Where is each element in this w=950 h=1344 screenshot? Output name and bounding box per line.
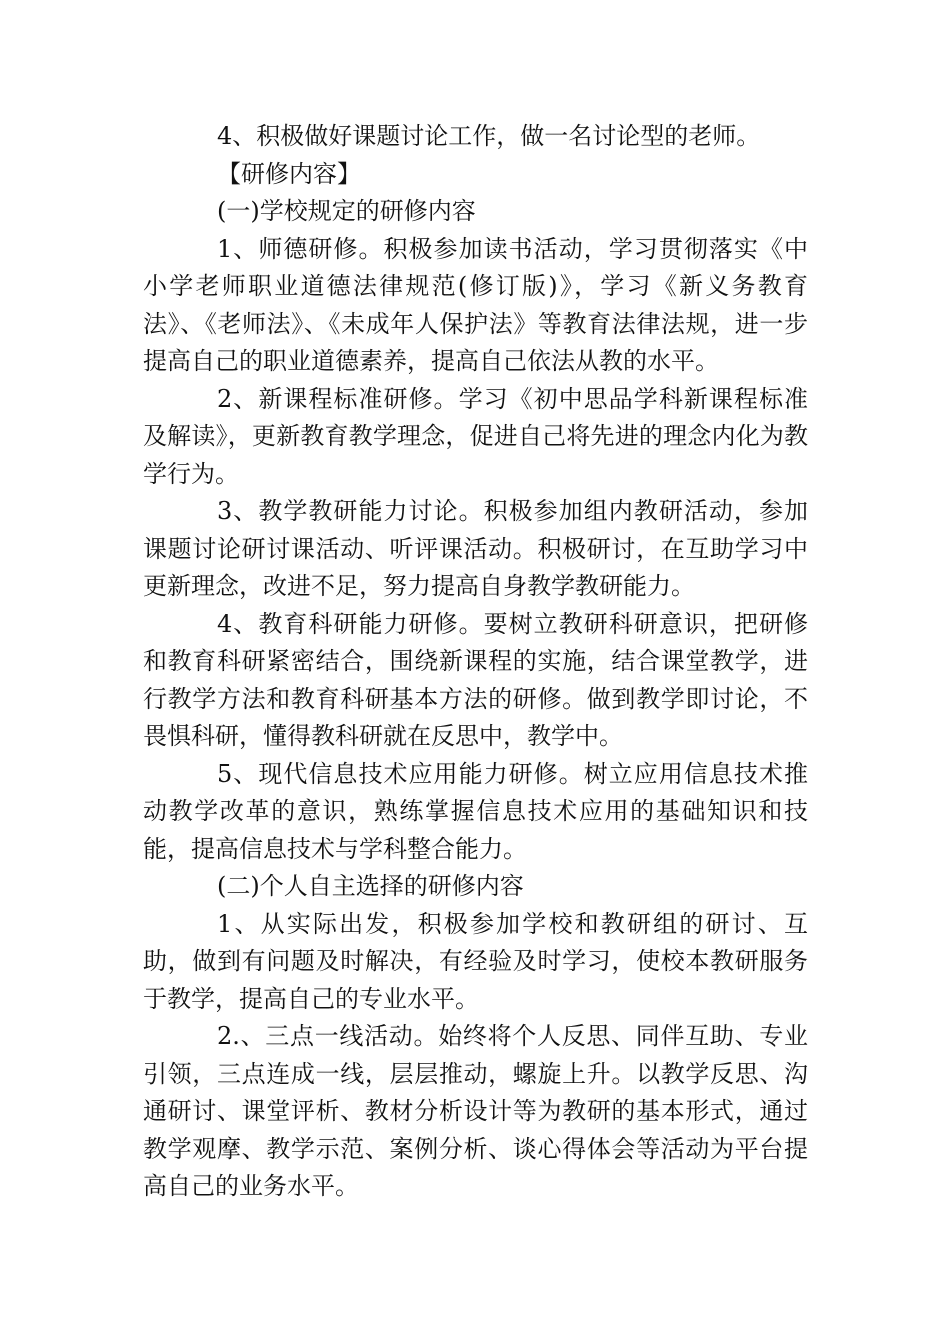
document-body [143, 118, 808, 1206]
paragraph-practical-participation: 1、从实际出发，积极参加学校和教研组的研讨、互助，做到有问题及时解决，有经验及时学习，使校本教研服务于教学，提高自己的专业水平。 [143, 909, 808, 1013]
paragraph-it-application: 5、现代信息技术应用能力研修。树立应用信息技术推动教学改革的意识，熟练掌握信息技术应用的基础知识和技能，提高信息技术与学科整合能力。 [143, 759, 808, 863]
paragraph-item-4-discussion: 4、积极做好课题讨论工作，做一名讨论型的老师。 [217, 122, 761, 150]
paragraph-educational-research: 4、教育科研能力研修。要树立教研科研意识，把研修和教育科研紧密结合，围绕新课程的实施，结合课堂教学，进行教学方法和教育科研基本方法的研修。做到教学即讨论，不畏惧科研，懂得教科研就在反思中，教学中。 [143, 609, 808, 750]
section-heading-research-content: 【研修内容】 [217, 159, 361, 188]
paragraph-ethics-training: 1、师德研修。积极参加读书活动，学习贯彻落实《中小学老师职业道德法律规范(修订版)》，学习《新义务教育法》、《老师法》、《未成年人保护法》等教育法律法规，进一步提高自己的职业道德素养，提高自己依法从教的水平。 [143, 234, 808, 375]
subheading-personal-content: (二)个人自主选择的研修内容 [217, 872, 524, 900]
paragraph-curriculum-standards: 2、新课程标准研修。学习《初中思品学科新课程标准及解读》，更新教育教学理念，促进自己将先进的理念内化为教学行为。 [143, 384, 808, 488]
subheading-school-content: (一)学校规定的研修内容 [217, 197, 476, 225]
paragraph-three-point-activity: 2.、三点一线活动。始终将个人反思、同伴互助、专业引领，三点连成一线，层层推动，螺旋上升。以教学反思、沟通研讨、课堂评析、教材分析设计等为教研的基本形式，通过教学观摩、教学示范、案例分析、谈心得体会等活动为平台提高自己的业务水平。 [143, 1022, 808, 1200]
paragraph-teaching-research-ability: 3、教学教研能力讨论。积极参加组内教研活动，参加课题讨论研讨课活动、听评课活动。积极研讨，在互助学习中更新理念，改进不足，努力提高自身教学教研能力。 [143, 497, 808, 600]
